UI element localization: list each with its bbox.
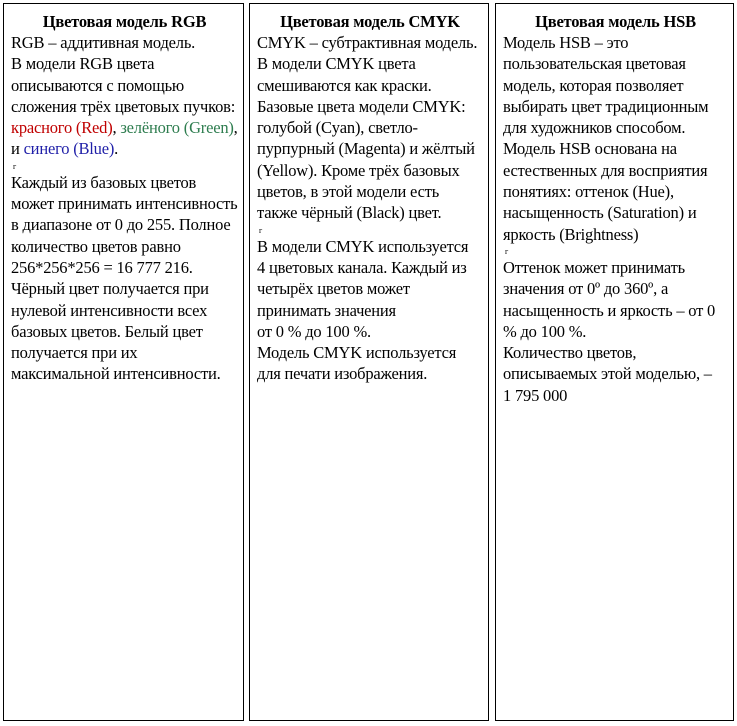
hsb-column-title: Цветовая модель HSB (535, 12, 696, 31)
rgb-separator-2: , и (11, 118, 238, 159)
green-word: зелёного (Green) (120, 118, 234, 138)
hsb-paragraph-2: Оттенок может принимать значения от 0º до 360º, а насыщенность и яркость – от 0 % до 100 %. (503, 257, 716, 341)
paragraph-mark: г (13, 161, 17, 171)
rgb-paragraph-2-prefix: В модели RGB цвета описываются с помощью сложения трёх цветовых пучков: (11, 54, 236, 116)
blue-word: синего (Blue) (23, 139, 115, 159)
paragraph-mark: г (259, 225, 263, 235)
cmyk-paragraph-2: В модели CMYK цвета смешиваются как краски. Базовые цвета модели CMYK: голубой (Cyan), светло-пурпурный (Magenta) и жёлтый (Yellow). Кроме трёх базовых цветов, в этой модели есть также чёрный (Black) цвет. (257, 54, 475, 223)
red-word: красного (Red) (11, 118, 113, 138)
cmyk-paragraph-1: CMYK – субтрактивная модель. (257, 33, 478, 52)
rgb-separator-1: , (112, 118, 121, 138)
cmyk-paragraph-3: В модели CMYK используется (257, 236, 469, 256)
rgb-paragraph-2-suffix: . (114, 139, 119, 159)
hsb-paragraph-3: Количество цветов, описываемых этой моделью, – (503, 343, 712, 384)
cmyk-paragraph-4: 4 цветовых канала. Каждый из четырёх цветов может принимать значения (257, 257, 467, 320)
rgb-paragraph-3: Каждый из базовых цветов может принимать интенсивность в диапазоне от 0 до 255. Полное количество цветов равно 256*256*256 = 16 777 216. Чёрный цвет получается при нулевой интенсивности всех базовых цветов. Белый цвет получается при их максимальной интенсивности. (11, 172, 238, 384)
hsb-paragraph-4: 1 795 000 (503, 385, 568, 405)
rgb-paragraph-1: RGB – аддитивная модель. (11, 33, 196, 52)
hsb-model-column (495, 3, 734, 721)
cmyk-paragraph-5: от 0 % до 100 %. (257, 321, 371, 341)
paragraph-mark: г (505, 246, 509, 256)
cmyk-column-title: Цветовая модель CMYK (280, 12, 460, 31)
rgb-column-title: Цветовая модель RGB (42, 12, 207, 31)
rgb-model-column (3, 3, 244, 721)
hsb-paragraph-1: Модель HSB – это пользовательская цветовая модель, которая позволяет выбирать цвет традиционным для художников способом. Модель HSB основана на естественных для восприятия понятиях: оттенок (Hue), насыщенность (Saturation) и яркость (Brightness) (503, 33, 709, 244)
cmyk-model-column (249, 3, 489, 721)
cmyk-paragraph-6: Модель CMYK используется для печати изображения. (257, 343, 457, 384)
rgb-paragraph-2 (11, 53, 238, 159)
